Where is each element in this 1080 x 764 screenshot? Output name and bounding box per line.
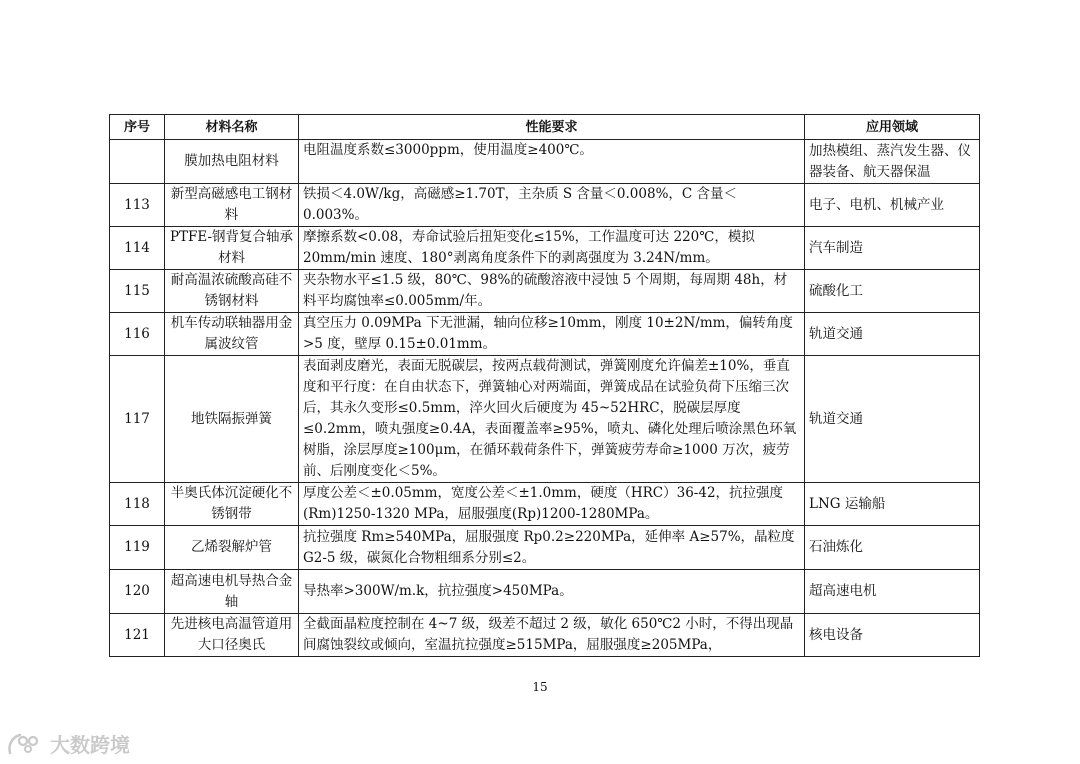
row-requirements: 导热率>300W/m.k，抗拉强度>450MPa。	[299, 570, 805, 614]
row-no: 119	[110, 526, 165, 570]
row-no	[110, 140, 165, 184]
row-requirements: 摩擦系数<0.08，寿命试验后扭矩变化≤15%，工作温度可达 220℃，模拟20mm/min 速度、180°剥离角度条件下的剥离强度为 3.24N/mm。	[299, 227, 805, 270]
row-name: 先进核电高温管道用大口径奥氏	[165, 614, 299, 657]
row-requirements: 夹杂物水平≤1.5 级，80℃、98%的硫酸溶液中浸蚀 5 个周期，每周期 48h，材料平均腐蚀率≤0.005mm/年。	[299, 270, 805, 313]
row-application: 核电设备	[805, 614, 980, 657]
row-no: 114	[110, 227, 165, 270]
watermark	[6, 729, 130, 758]
row-application: 轨道交通	[805, 313, 980, 356]
row-requirements: 电阻温度系数≤3000ppm，使用温度≥400℃。	[299, 140, 805, 184]
table-row	[110, 614, 980, 657]
row-name: 新型高磁感电工钢材料	[165, 184, 299, 227]
table-row	[110, 270, 980, 313]
row-requirements: 表面剥皮磨光，表面无脱碳层，按两点载荷测试，弹簧刚度允许偏差±10%，垂直度和平行度：在自由状态下，弹簧轴心对两端面，弹簧成品在试验负荷下压缩三次后，其永久变形≤0.5mm，淬火回火后硬度为 45~52HRC，脱碳层厚度≤0.2mm，喷丸强度≥0.4A，表面覆盖率≥95%，喷丸、磷化处理后喷涂黑色环氧树脂，涂层厚度≥100μm，在循环载荷条件下，弹簧疲劳寿命≥1000 万次，疲劳前、后刚度变化＜5%。	[299, 356, 805, 483]
row-requirements: 厚度公差＜±0.05mm，宽度公差＜±1.0mm，硬度（HRC）36-42，抗拉强度(Rm)1250-1320 MPa，屈服强度(Rp)1200-1280MPa。	[299, 483, 805, 526]
row-requirements: 全截面晶粒度控制在 4~7 级，级差不超过 2 级，敏化 650℃2 小时，不得出现晶间腐蚀裂纹或倾向，室温抗拉强度≥515MPa，屈服强度≥205MPa，	[299, 614, 805, 657]
row-application: 轨道交通	[805, 356, 980, 483]
row-name: 地铁隔振弹簧	[165, 356, 299, 483]
table-row	[110, 184, 980, 227]
row-name: 超高速电机导热合金轴	[165, 570, 299, 614]
row-name: 膜加热电阻材料	[165, 140, 299, 184]
table-row	[110, 356, 980, 483]
row-name: 半奥氏体沉淀硬化不锈钢带	[165, 483, 299, 526]
page-number: 15	[532, 680, 548, 694]
row-name: PTFE-钢背复合轴承材料	[165, 227, 299, 270]
table-row	[110, 140, 980, 184]
row-no: 118	[110, 483, 165, 526]
header-application: 应用领域	[805, 115, 980, 140]
row-application: 石油炼化	[805, 526, 980, 570]
row-no: 116	[110, 313, 165, 356]
row-no: 120	[110, 570, 165, 614]
row-application: LNG 运输船	[805, 483, 980, 526]
row-name: 机车传动联轴器用金属波纹管	[165, 313, 299, 356]
row-requirements: 真空压力 0.09MPa 下无泄漏，轴向位移≥10mm，刚度 10±2N/mm，偏转角度>5 度，壁厚 0.15±0.01mm。	[299, 313, 805, 356]
row-name: 耐高温浓硫酸高硅不锈钢材料	[165, 270, 299, 313]
materials-table	[109, 114, 980, 657]
row-no: 121	[110, 614, 165, 657]
watermark-text: 大数跨境	[50, 733, 130, 757]
row-application: 电子、电机、机械产业	[805, 184, 980, 227]
header-no: 序号	[110, 115, 165, 140]
table-row	[110, 526, 980, 570]
table-row	[110, 570, 980, 614]
table-row	[110, 227, 980, 270]
row-name: 乙烯裂解炉管	[165, 526, 299, 570]
header-name: 材料名称	[165, 115, 299, 140]
row-no: 115	[110, 270, 165, 313]
table-row	[110, 483, 980, 526]
table-header-row	[110, 115, 980, 140]
row-application: 加热模组、蒸汽发生器、仪器装备、航天器保温	[805, 140, 980, 184]
row-no: 113	[110, 184, 165, 227]
row-application: 超高速电机	[805, 570, 980, 614]
row-application: 汽车制造	[805, 227, 980, 270]
row-application: 硫酸化工	[805, 270, 980, 313]
row-requirements: 抗拉强度 Rm≥540MPa，屈服强度 Rp0.2≥220MPa，延伸率 A≥57%，晶粒度 G2-5 级，碳氮化合物粗细系分别≤2。	[299, 526, 805, 570]
table-row	[110, 313, 980, 356]
header-requirements: 性能要求	[299, 115, 805, 140]
row-requirements: 铁损＜4.0W/kg，高磁感≥1.70T，主杂质 S 含量＜0.008%，C 含量＜0.003%。	[299, 184, 805, 227]
row-no: 117	[110, 356, 165, 483]
ripple-logo-icon	[6, 731, 44, 757]
